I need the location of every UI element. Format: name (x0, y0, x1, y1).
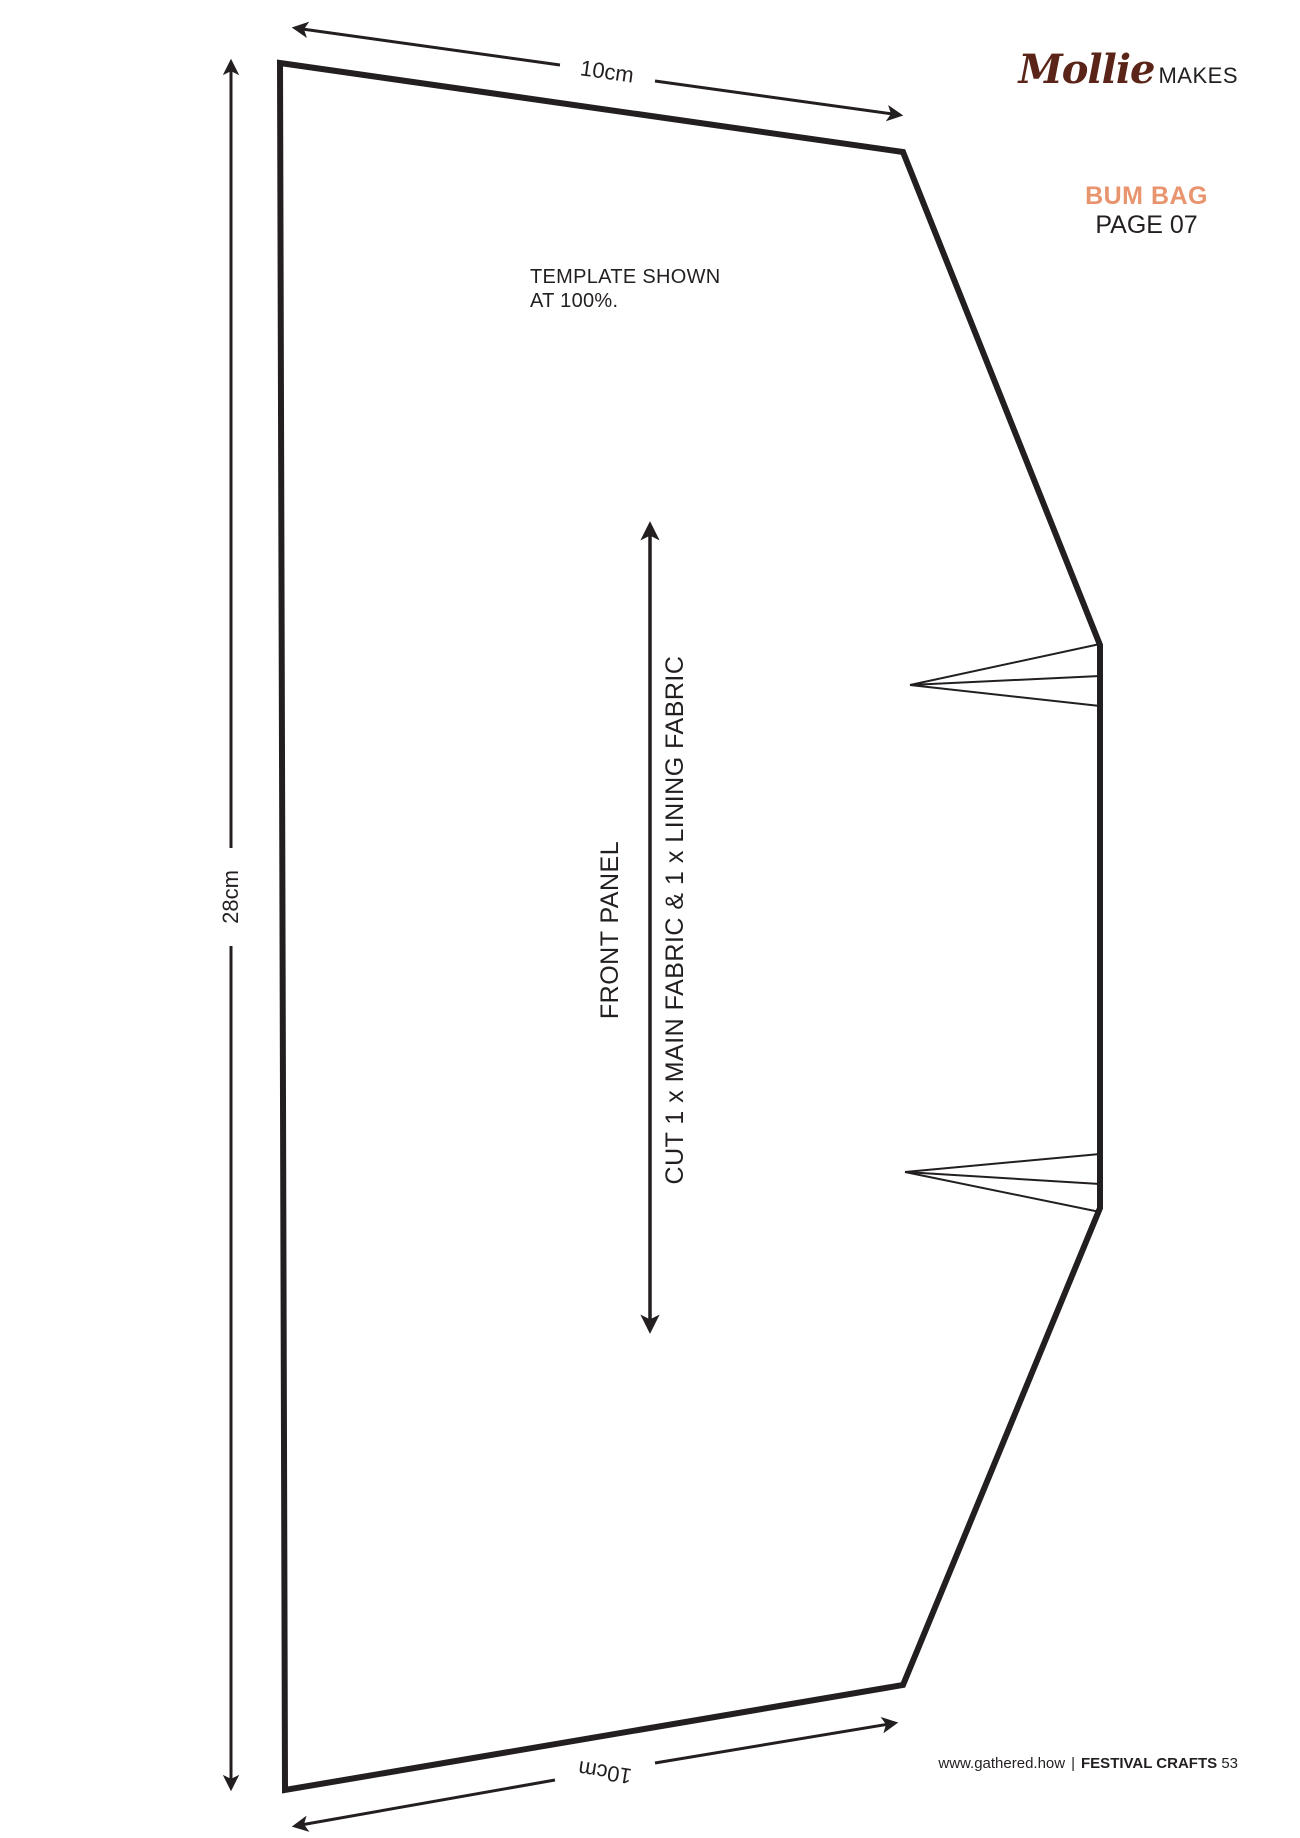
top-dimension-arrow (655, 81, 900, 115)
footer-page-number: 53 (1221, 1755, 1238, 1772)
brand-script: Mollie (1018, 46, 1155, 93)
footer (938, 1755, 1238, 1772)
footer-separator: | (1071, 1755, 1076, 1772)
bottom-dimension-arrow (655, 1723, 895, 1763)
scale-note-line1: TEMPLATE SHOWN (530, 266, 721, 288)
upper-dart (910, 644, 1100, 706)
lower-dart (905, 1154, 1100, 1212)
top-dimension-arrow (295, 28, 560, 65)
side-dimension-label: 28cm (218, 870, 243, 924)
bottom-dimension-label: 10cm (576, 1755, 634, 1790)
front-panel-outline (280, 63, 1100, 1790)
top-dimension-label: 10cm (578, 55, 636, 88)
top-dimension (295, 28, 900, 115)
piece-name: FRONT PANEL (596, 840, 624, 1020)
scale-note-line2: AT 100%. (530, 290, 619, 312)
footer-issue: FESTIVAL CRAFTS (1081, 1755, 1218, 1772)
section-page: PAGE 07 (1095, 211, 1198, 239)
side-dimension (218, 62, 243, 1788)
scale-note (530, 265, 721, 313)
brand-makes: MAKES (1158, 63, 1238, 88)
bottom-dimension-arrow (295, 1780, 555, 1826)
section-title: BUM BAG (1085, 182, 1208, 210)
brand-logo (1018, 46, 1238, 93)
cut-instructions: CUT 1 x MAIN FABRIC & 1 x LINING FABRIC (661, 655, 689, 1185)
footer-site: www.gathered.how (938, 1755, 1066, 1772)
section-header (1085, 182, 1208, 240)
